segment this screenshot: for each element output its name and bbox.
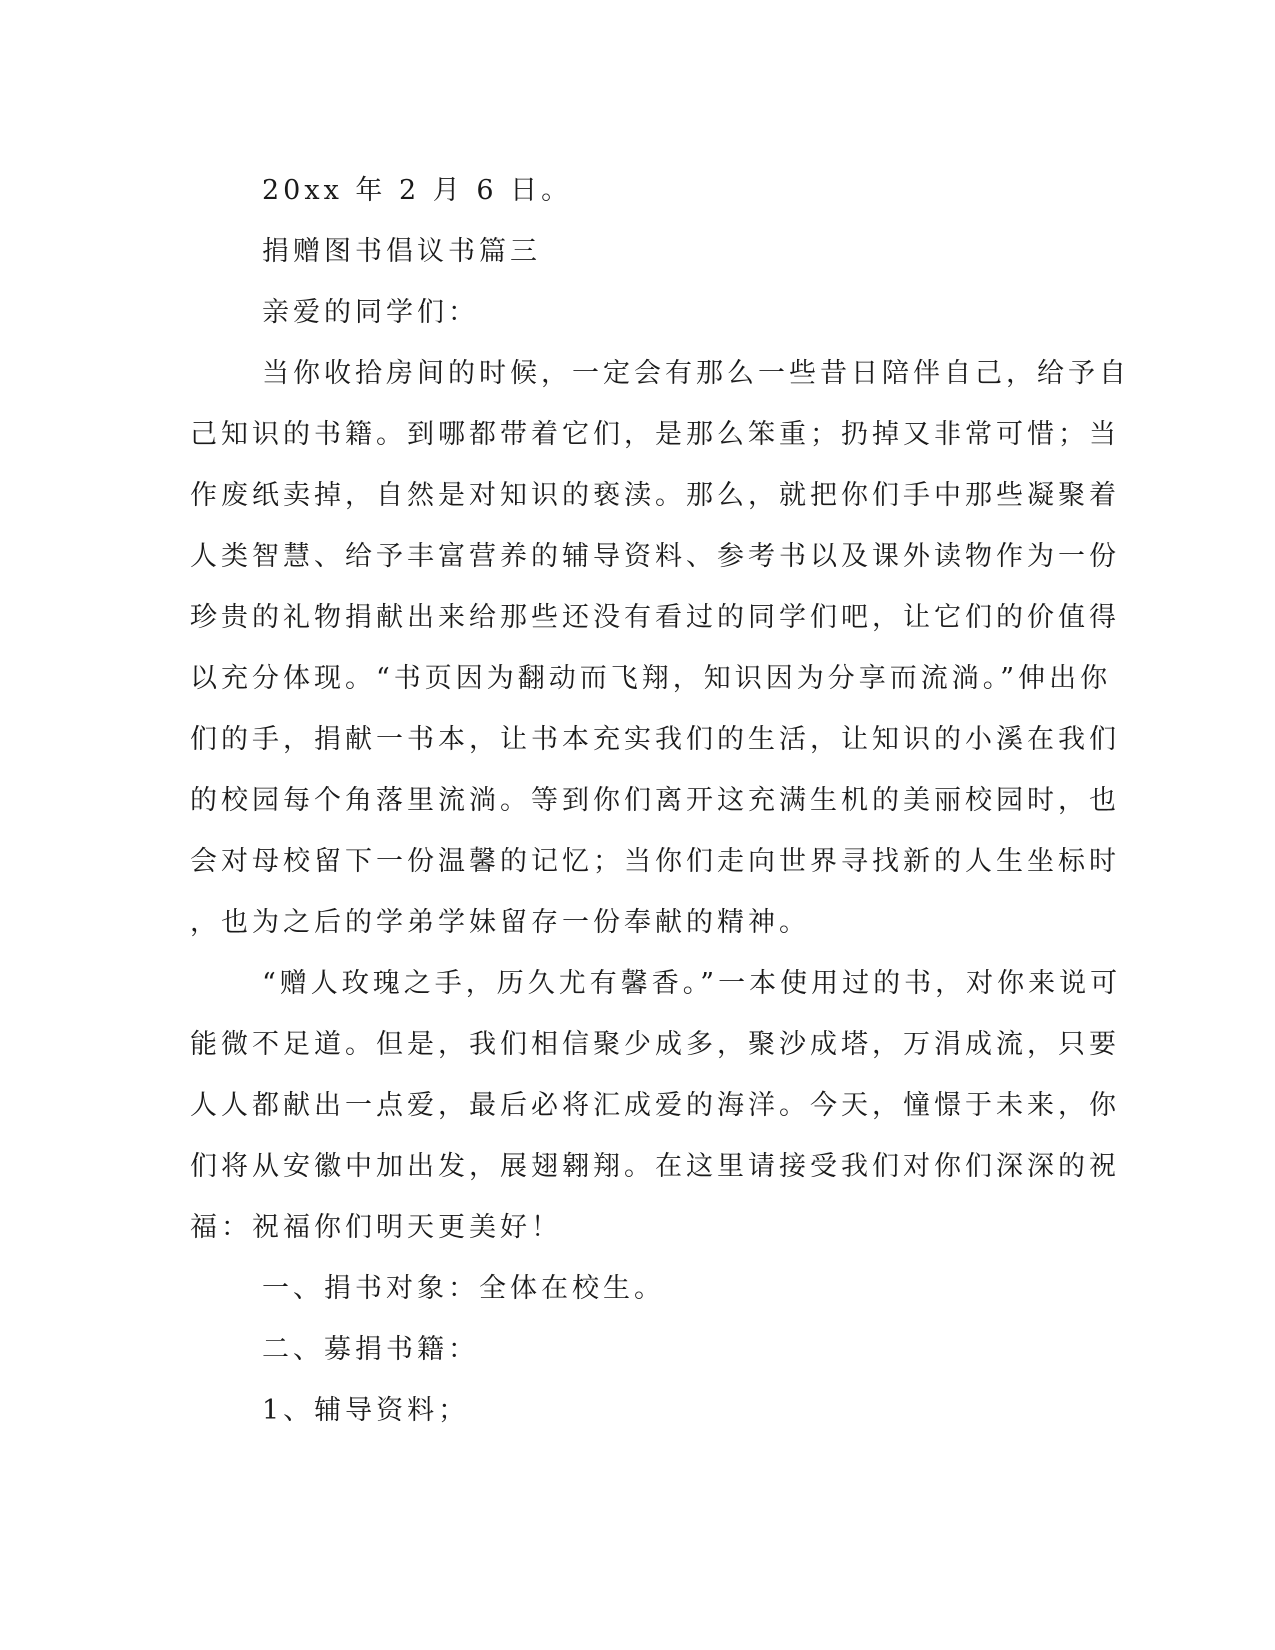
paragraph-line: 会对母校留下一份温馨的记忆；当你们走向世界寻找新的人生坐标时 <box>190 846 1120 877</box>
paragraph-line: “赠人玫瑰之手，历久尤有馨香。”一本使用过的书，对你来说可 <box>262 968 1122 999</box>
paragraph-line: 的校园每个角落里流淌。等到你们离开这充满生机的美丽校园时，也 <box>190 785 1120 816</box>
document-body <box>190 160 1130 1441</box>
paragraph-line: 己知识的书籍。到哪都带着它们，是那么笨重；扔掉又非常可惜；当 <box>190 419 1120 450</box>
paragraph-line: 人类智慧、给予丰富营养的辅导资料、参考书以及课外读物作为一份 <box>190 541 1120 572</box>
paragraph-line: 当你收拾房间的时候，一定会有那么一些昔日陪伴自己，给予自 <box>262 358 1130 389</box>
paragraph-line: 能微不足道。但是，我们相信聚少成多，聚沙成塔，万涓成流，只要 <box>190 1029 1120 1060</box>
paragraph-line: 作废纸卖掉，自然是对知识的亵渎。那么，就把你们手中那些凝聚着 <box>190 480 1120 511</box>
paragraph-1 <box>190 343 1130 953</box>
paragraph-2 <box>190 953 1122 1258</box>
document-title: 捐赠图书倡议书篇三 <box>262 236 541 267</box>
paragraph-line: 以充分体现。“书页因为翻动而飞翔，知识因为分享而流淌。”伸出你 <box>190 663 1112 694</box>
list-item-donation-target: 一、捐书对象：全体在校生。 <box>262 1273 665 1304</box>
paragraph-line: ，也为之后的学弟学妹留存一份奉献的精神。 <box>190 907 810 938</box>
paragraph-line: 福：祝福你们明天更美好！ <box>190 1212 562 1243</box>
paragraph-line: 们的手，捐献一书本，让书本充实我们的生活，让知识的小溪在我们 <box>190 724 1120 755</box>
list-item-study-materials: 1、辅导资料； <box>262 1395 470 1426</box>
paragraph-line: 珍贵的礼物捐献出来给那些还没有看过的同学们吧，让它们的价值得 <box>190 602 1120 633</box>
paragraph-line: 们将从安徽中加出发，展翅翱翔。在这里请接受我们对你们深深的祝 <box>190 1151 1120 1182</box>
paragraph-line: 人人都献出一点爱，最后必将汇成爱的海洋。今天，憧憬于未来，你 <box>190 1090 1120 1121</box>
salutation: 亲爱的同学们： <box>262 297 479 328</box>
date-line: 20xx 年 2 月 6 日。 <box>262 175 573 206</box>
list-item-book-types: 二、募捐书籍： <box>262 1334 479 1365</box>
